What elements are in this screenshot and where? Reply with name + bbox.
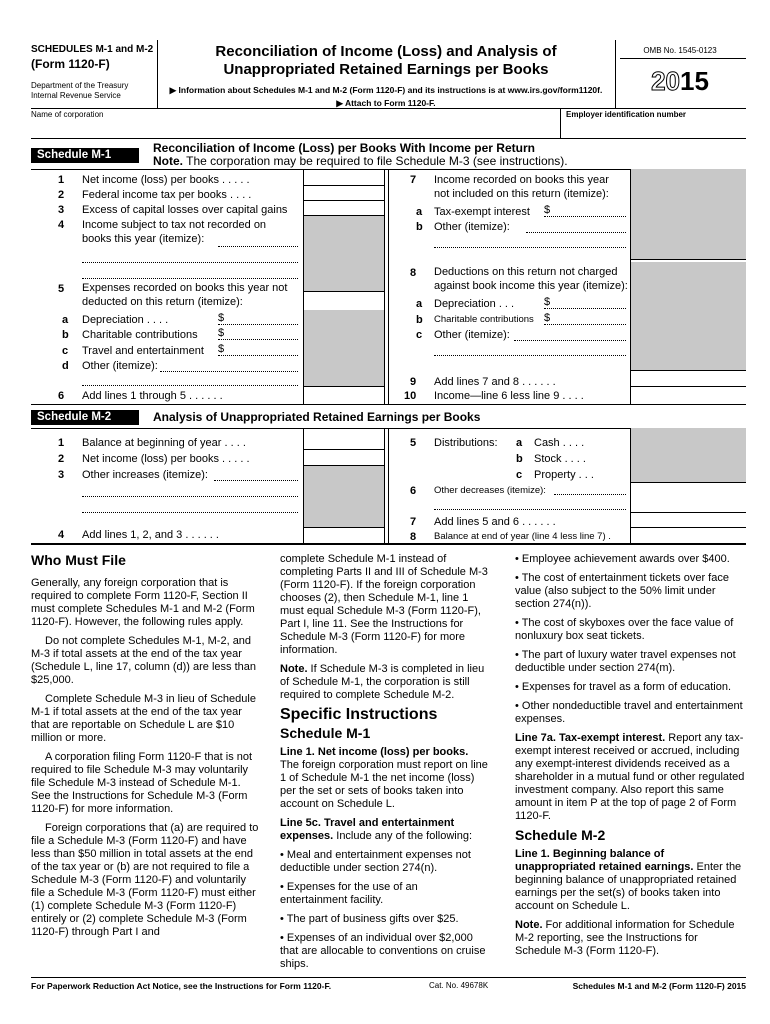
catalog-number: Cat. No. 49678K xyxy=(429,981,489,990)
m2-line5b: Stock . . . . xyxy=(534,453,586,465)
m1-line5b-item: Charitable contributions xyxy=(82,329,198,341)
m2-line1: Balance at beginning of year . . . . xyxy=(82,437,246,449)
m1-line7b: not included on this return (itemize): xyxy=(434,188,609,200)
m1-line4b: books this year (itemize): xyxy=(82,233,205,245)
m2-line3: Other increases (itemize): xyxy=(82,469,208,481)
m1-line10: Income—line 6 less line 9 . . . . xyxy=(434,390,584,402)
m1-line8b: against book income this year (itemize): xyxy=(434,280,628,292)
m1-line1: Net income (loss) per books . . . . . xyxy=(82,174,250,186)
m1-line5c-item: Travel and entertainment xyxy=(82,345,204,357)
instructions-col3: • Employee achievement awards over $400. • The cost of entertainment tickets over face value (also subject to the 50% limit under section 274(n)). • The cost of skyboxes over the face value of nonluxury box seat tickets. • The part of luxury water travel expenses not deductible under section 274(m). • Expenses for travel as a form of education. • Other nondeductible travel and entertainment expenses. Line 7a. Tax-exempt interest. Report any tax-exempt interest received or accrued, including any exempt-interest dividends received as a shareholder in a mutual fund or other regulated investment company. Also report this same amount in item P at the top of page 2 of Form 1120-F. Schedule M-2 Line 1. Beginning balance of unappropriated retained earnings. Enter the beginning balance of unappropriated retained earnings per the set(s) of books taken into account on Schedule L. Note. For additional information for Schedule M-2 reporting, see the Instructions for Schedule M-3 (Form 1120-F). xyxy=(515,553,745,957)
m1-line6: Add lines 1 through 5 . . . . . . xyxy=(82,390,223,402)
instructions-col1: Who Must File Generally, any foreign corporation that is required to complete Form 1120-F, Section II must complete Schedules M-1 and M-2 (Form 1120-F). However, the following rules apply. Do not complete Schedules M-1, M-2, and M-3 if total assets at the end of the tax year (Schedule L, line 17, column (d)) are less than $25,000. Complete Schedule M-3 in lieu of Schedule M-1 if total assets at the end of the tax year that are reportable on Schedule L are $10 million or more. A corporation filing Form 1120-F that is not required to file Schedule M-3 may voluntarily file Schedule M-3 instead of Schedule M-1. See the Instructions for Schedule M-3 (Form 1120-F) for more information. Foreign corporations that (a) are required to file a Schedule M-3 (Form 1120-F) and have less than $50 million in total assets at the end of the tax year or (b) are not required to file a Schedule M-3 (Form 1120-F) and voluntarily file a Schedule M-3 (Form 1120-F) must either (1) complete Schedule M-3 (Form 1120-F) entirely or (2) complete Schedule M-3 (Form 1120-F) through Part I and xyxy=(31,554,261,945)
footer-notice: For Paperwork Reduction Act Notice, see the Instructions for Form 1120-F. xyxy=(31,981,332,991)
tax-year: 2015 xyxy=(651,66,709,96)
m1-line5a: Expenses recorded on books this year not xyxy=(82,282,288,294)
m1-line8c-item: Other (itemize): xyxy=(434,329,510,341)
m1-line8b-item: Charitable contributions xyxy=(434,314,534,325)
ein-label: Employer identification number xyxy=(566,110,687,119)
footer xyxy=(31,981,746,991)
omb-number: OMB No. 1545-0123 xyxy=(643,46,717,55)
m1-line5d-item: Other (itemize): xyxy=(82,360,158,372)
schedule-m1-badge: Schedule M-1 xyxy=(31,148,139,163)
m1-line5a-item: Depreciation . . . . xyxy=(82,314,169,326)
m1-line4a: Income subject to tax not recorded on xyxy=(82,219,267,231)
name-field[interactable] xyxy=(31,120,556,137)
m2-line5a: Cash . . . . xyxy=(534,437,585,449)
m1-note: Note. The corporation may be required to file Schedule M-3 (see instructions). xyxy=(153,154,568,168)
m2-line2: Net income (loss) per books . . . . . xyxy=(82,453,250,465)
instructions-col2: complete Schedule M-1 instead of completing Parts II and III of Schedule M-3 (Form 1120-F). If the foreign corporation chooses (2), then Schedule M-1, line 1 must equal Schedule M-3 (Form 1120-F), Part I, line 11. See the Instructions for Schedule M-3 (Form 1120-F) for more information. Note. If Schedule M-3 is completed in lieu of Schedule M-1, the corporation is still required to complete Schedule M-2. Specific Instructions Schedule M-1 Line 1. Net income (loss) per books. The foreign corporation must report on line 1 of Schedule M-1 the net income (loss) per the set or sets of books taken into account on Schedule L. Line 5c. Travel and entertainment expenses. Include any of the following: • Meal and entertainment expenses not deductible under section 274(n). • Expenses for the use of an entertainment facility. • The part of business gifts over $25. • Expenses of an individual over $2,000 that are allocable to conventions on cruise ships. xyxy=(280,553,488,970)
schedule-m1-heading: Schedule M-1 xyxy=(280,725,371,741)
who-must-file-heading: Who Must File xyxy=(31,552,126,568)
form-label: (Form 1120-F) xyxy=(31,57,110,71)
m1-line7a-item: Tax-exempt interest xyxy=(434,206,530,218)
form-title: Reconciliation of Income (Loss) and Analysis of Unappropriated Retained Earnings per Books xyxy=(215,43,557,78)
form-info: ▶ Information about Schedules M-1 and M-2 (Form 1120-F) and its instructions is at www.irs.gov/form1120f. ▶ Attach to Form 1120-F. xyxy=(169,85,603,108)
m1-line8a: Deductions on this return not charged xyxy=(434,266,618,278)
m2-line8: Balance at end of year (line 4 less line 7) . xyxy=(434,531,611,542)
m1-line7b-item: Other (itemize): xyxy=(434,221,510,233)
m2-line4: Add lines 1, 2, and 3 . . . . . . xyxy=(82,529,219,541)
form-id-block xyxy=(31,44,157,101)
dept-label: Department of the Treasury Internal Revenue Service xyxy=(31,81,129,100)
m1-title: Reconciliation of Income (Loss) per Books With Income per Return xyxy=(153,141,535,155)
m1-line2: Federal income tax per books . . . . xyxy=(82,189,252,201)
m2-line7: Add lines 5 and 6 . . . . . . xyxy=(434,516,556,528)
m1-line7a: Income recorded on books this year xyxy=(434,174,609,186)
m2-title: Analysis of Unappropriated Retained Earnings per Books xyxy=(153,410,481,424)
footer-form-id: Schedules M-1 and M-2 (Form 1120-F) 2015 xyxy=(572,981,746,991)
m2-line6: Other decreases (itemize): xyxy=(434,485,546,496)
schedule-m2-heading: Schedule M-2 xyxy=(515,827,606,843)
m1-line3: Excess of capital losses over capital gains xyxy=(82,204,288,216)
m1-line5b: deducted on this return (itemize): xyxy=(82,296,243,308)
m2-line5: Distributions: xyxy=(434,437,498,449)
schedules-label: SCHEDULES M-1 and M-2 xyxy=(31,44,154,55)
specific-instructions-heading: Specific Instructions xyxy=(280,706,438,723)
m2-line5c: Property . . . xyxy=(534,469,594,481)
m1-line9: Add lines 7 and 8 . . . . . . xyxy=(434,376,556,388)
m1-line8a-item: Depreciation . . . xyxy=(434,298,515,310)
schedule-m2-badge: Schedule M-2 xyxy=(31,410,139,425)
ein-field[interactable] xyxy=(562,120,746,137)
name-label: Name of corporation xyxy=(31,110,104,119)
